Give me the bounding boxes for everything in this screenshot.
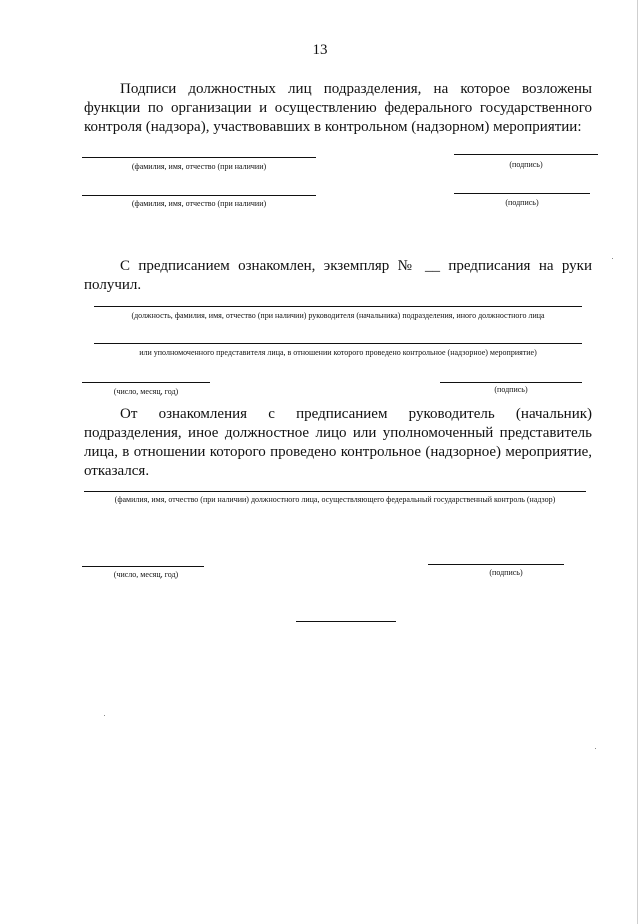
official-line bbox=[84, 491, 586, 492]
name-line-1 bbox=[82, 157, 316, 158]
final-date-caption: (число, месяц, год) bbox=[113, 570, 179, 579]
scan-speck bbox=[104, 715, 105, 716]
sign-caption-2: (подпись) bbox=[505, 198, 539, 207]
sign-line-1 bbox=[454, 154, 598, 155]
acknowledgement-paragraph: С предписанием ознакомлен, экземпляр № __ предписания на руки получил. bbox=[84, 258, 592, 293]
position-line-1 bbox=[94, 306, 582, 307]
position-caption-2: или уполномоченного представителя лица, в отношении которого проведено контрольное (надзорное) мероприятие) bbox=[139, 348, 537, 357]
name-caption-2: (фамилия, имя, отчество (при наличии) bbox=[131, 199, 267, 208]
end-separator bbox=[296, 621, 396, 622]
page-number: 13 bbox=[312, 42, 328, 58]
date-line-2 bbox=[82, 566, 204, 567]
sign-caption-1: (подпись) bbox=[509, 160, 543, 169]
sign-line-4 bbox=[428, 564, 564, 565]
refusal-paragraph: От ознакомления с предписанием руководитель (начальник) подразделения, иное должностное лицо или уполномоченный представитель лица, в отношении которого проведено контрольное (надзорное) мероприятие, отказался. bbox=[84, 406, 592, 479]
date-line-1 bbox=[82, 382, 210, 383]
scan-speck bbox=[595, 748, 596, 749]
sign-line-2 bbox=[454, 193, 590, 194]
position-line-2 bbox=[94, 343, 582, 344]
position-caption-1: (должность, фамилия, имя, отчество (при наличии) руководителя (начальника) подразделения, иного должностного лица bbox=[131, 311, 545, 320]
page-edge bbox=[637, 0, 638, 924]
date-caption-1: (число, месяц, год) bbox=[113, 387, 179, 396]
intro-paragraph: Подписи должностных лиц подразделения, на которое возложены функции по организации и осуществлению федерального государственного контроля (надзора), участвовавших в контрольном (надзорном) мероприятии: bbox=[84, 81, 592, 135]
scan-speck bbox=[612, 258, 613, 259]
name-line-2 bbox=[82, 195, 316, 196]
sign-caption-3: (подпись) bbox=[494, 385, 528, 394]
final-sign-caption: (подпись) bbox=[489, 568, 523, 577]
sign-line-3 bbox=[440, 382, 582, 383]
name-caption-1: (фамилия, имя, отчество (при наличии) bbox=[131, 162, 267, 171]
official-caption: (фамилия, имя, отчество (при наличии) должностного лица, осуществляющего федеральный государственный контроль (надзор) bbox=[114, 495, 556, 504]
